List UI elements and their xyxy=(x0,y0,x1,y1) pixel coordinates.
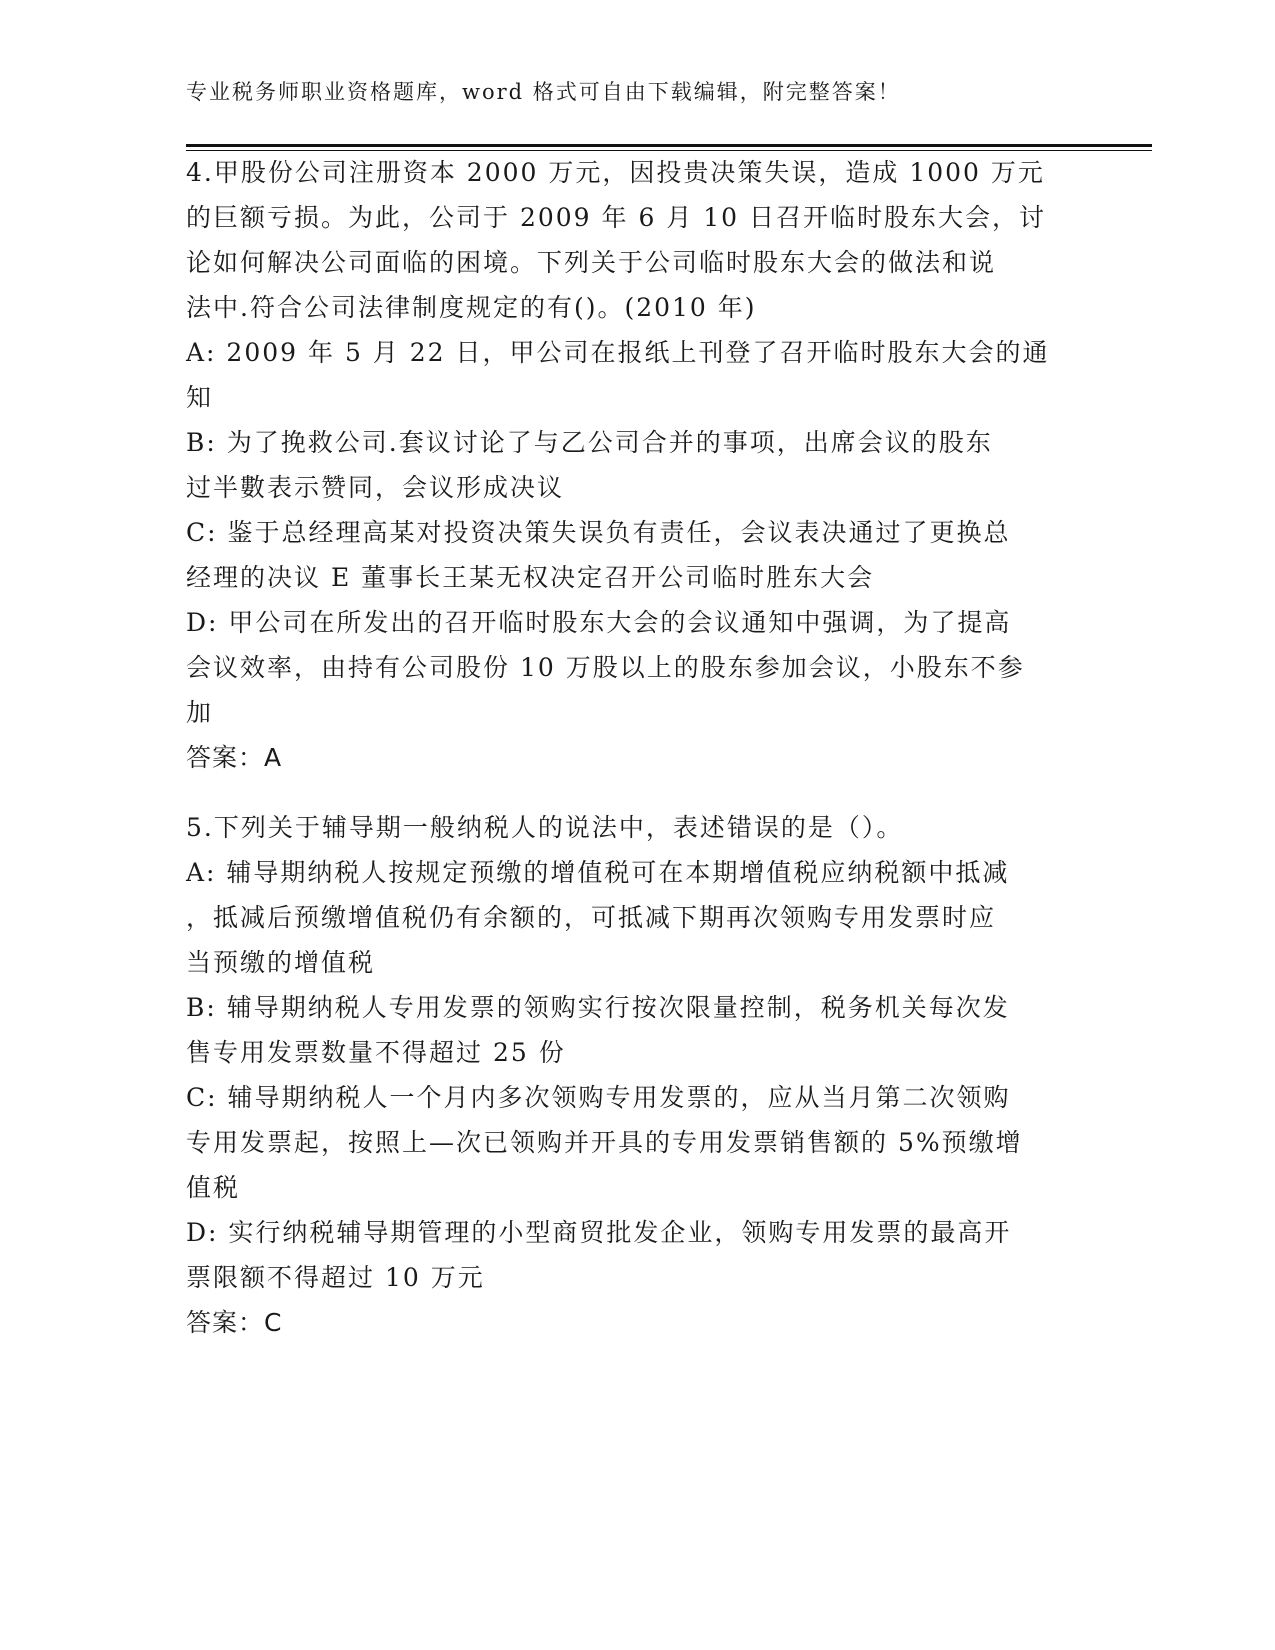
question-5-option-c: 值税 xyxy=(186,1173,241,1202)
question-4 xyxy=(186,150,1066,825)
question-4-option-c: 经理的决议 E 董事长王某无权决定召开公司临时胜东大会 xyxy=(186,563,875,592)
page-header: 专业税务师职业资格题库，word 格式可自由下载编辑，附完整答案！ xyxy=(186,80,901,104)
question-5-option-b: 售专用发票数量不得超过 25 份 xyxy=(186,1038,566,1067)
question-5-option-d: D: 实行纳税辅导期管理的小型商贸批发企业，领购专用发票的最高开 xyxy=(186,1218,1012,1247)
question-4-option-d: 会议效率，由持有公司股份 10 万股以上的股东参加会议，小股东不参 xyxy=(186,653,1025,682)
question-4-option-c: C: 鉴于总经理高某对投资决策失误负有责任，会议表决通过了更换总 xyxy=(186,518,1011,547)
question-4-option-d: 加 xyxy=(186,698,214,727)
question-4-option-b: B: 为了挽救公司.套议讨论了与乙公司合并的事项，出席会议的股东 xyxy=(186,428,993,457)
question-4-option-a: 知 xyxy=(186,383,214,412)
question-5-stem-line: 5.下列关于辅导期一般纳税人的说法中，表述错误的是（）。 xyxy=(186,813,904,842)
question-4-answer: 答案：A xyxy=(186,743,283,772)
question-5-option-b: B: 辅导期纳税人专用发票的领购实行按次限量控制，税务机关每次发 xyxy=(186,993,1010,1022)
question-4-option-d: D: 甲公司在所发出的召开临时股东大会的会议通知中强调，为了提高 xyxy=(186,608,1012,637)
question-5 xyxy=(186,805,1066,1345)
question-4-stem-line: 的巨额亏损。为此，公司于 2009 年 6 月 10 日召开临时股东大会，讨 xyxy=(186,203,1047,232)
question-5-answer: 答案：C xyxy=(186,1308,283,1337)
question-5-option-a: A: 辅导期纳税人按规定预缴的增值税可在本期增值税应纳税额中抵减 xyxy=(186,858,1010,887)
question-4-stem-line: 4.甲股份公司注册资本 2000 万元，因投贵决策失误，造成 1000 万元 xyxy=(186,158,1045,187)
question-4-stem-line: 论如何解决公司面临的困境。下列关于公司临时股东大会的做法和说 xyxy=(186,248,997,277)
header-rule-thick xyxy=(186,144,1152,147)
question-5-option-c: C: 辅导期纳税人一个月内多次领购专用发票的，应从当月第二次领购 xyxy=(186,1083,1011,1112)
question-5-option-c: 专用发票起，按照上—次已领购并开具的专用发票销售额的 5%预缴增 xyxy=(186,1128,1023,1157)
question-5-option-d: 票限额不得超过 10 万元 xyxy=(186,1263,485,1292)
question-5-option-a: ，抵减后预缴增值税仍有余额的，可抵减下期再次领购专用发票时应 xyxy=(186,903,997,932)
question-4-option-b: 过半數表示赞同，会议形成决议 xyxy=(186,473,565,502)
question-5-option-a: 当预缴的增值税 xyxy=(186,948,376,977)
question-4-stem-line: 法中.符合公司法律制度规定的有()。(2010 年) xyxy=(186,293,757,322)
question-4-option-a: A: 2009 年 5 月 22 日，甲公司在报纸上刊登了召开临时股东大会的通 xyxy=(186,338,1050,367)
